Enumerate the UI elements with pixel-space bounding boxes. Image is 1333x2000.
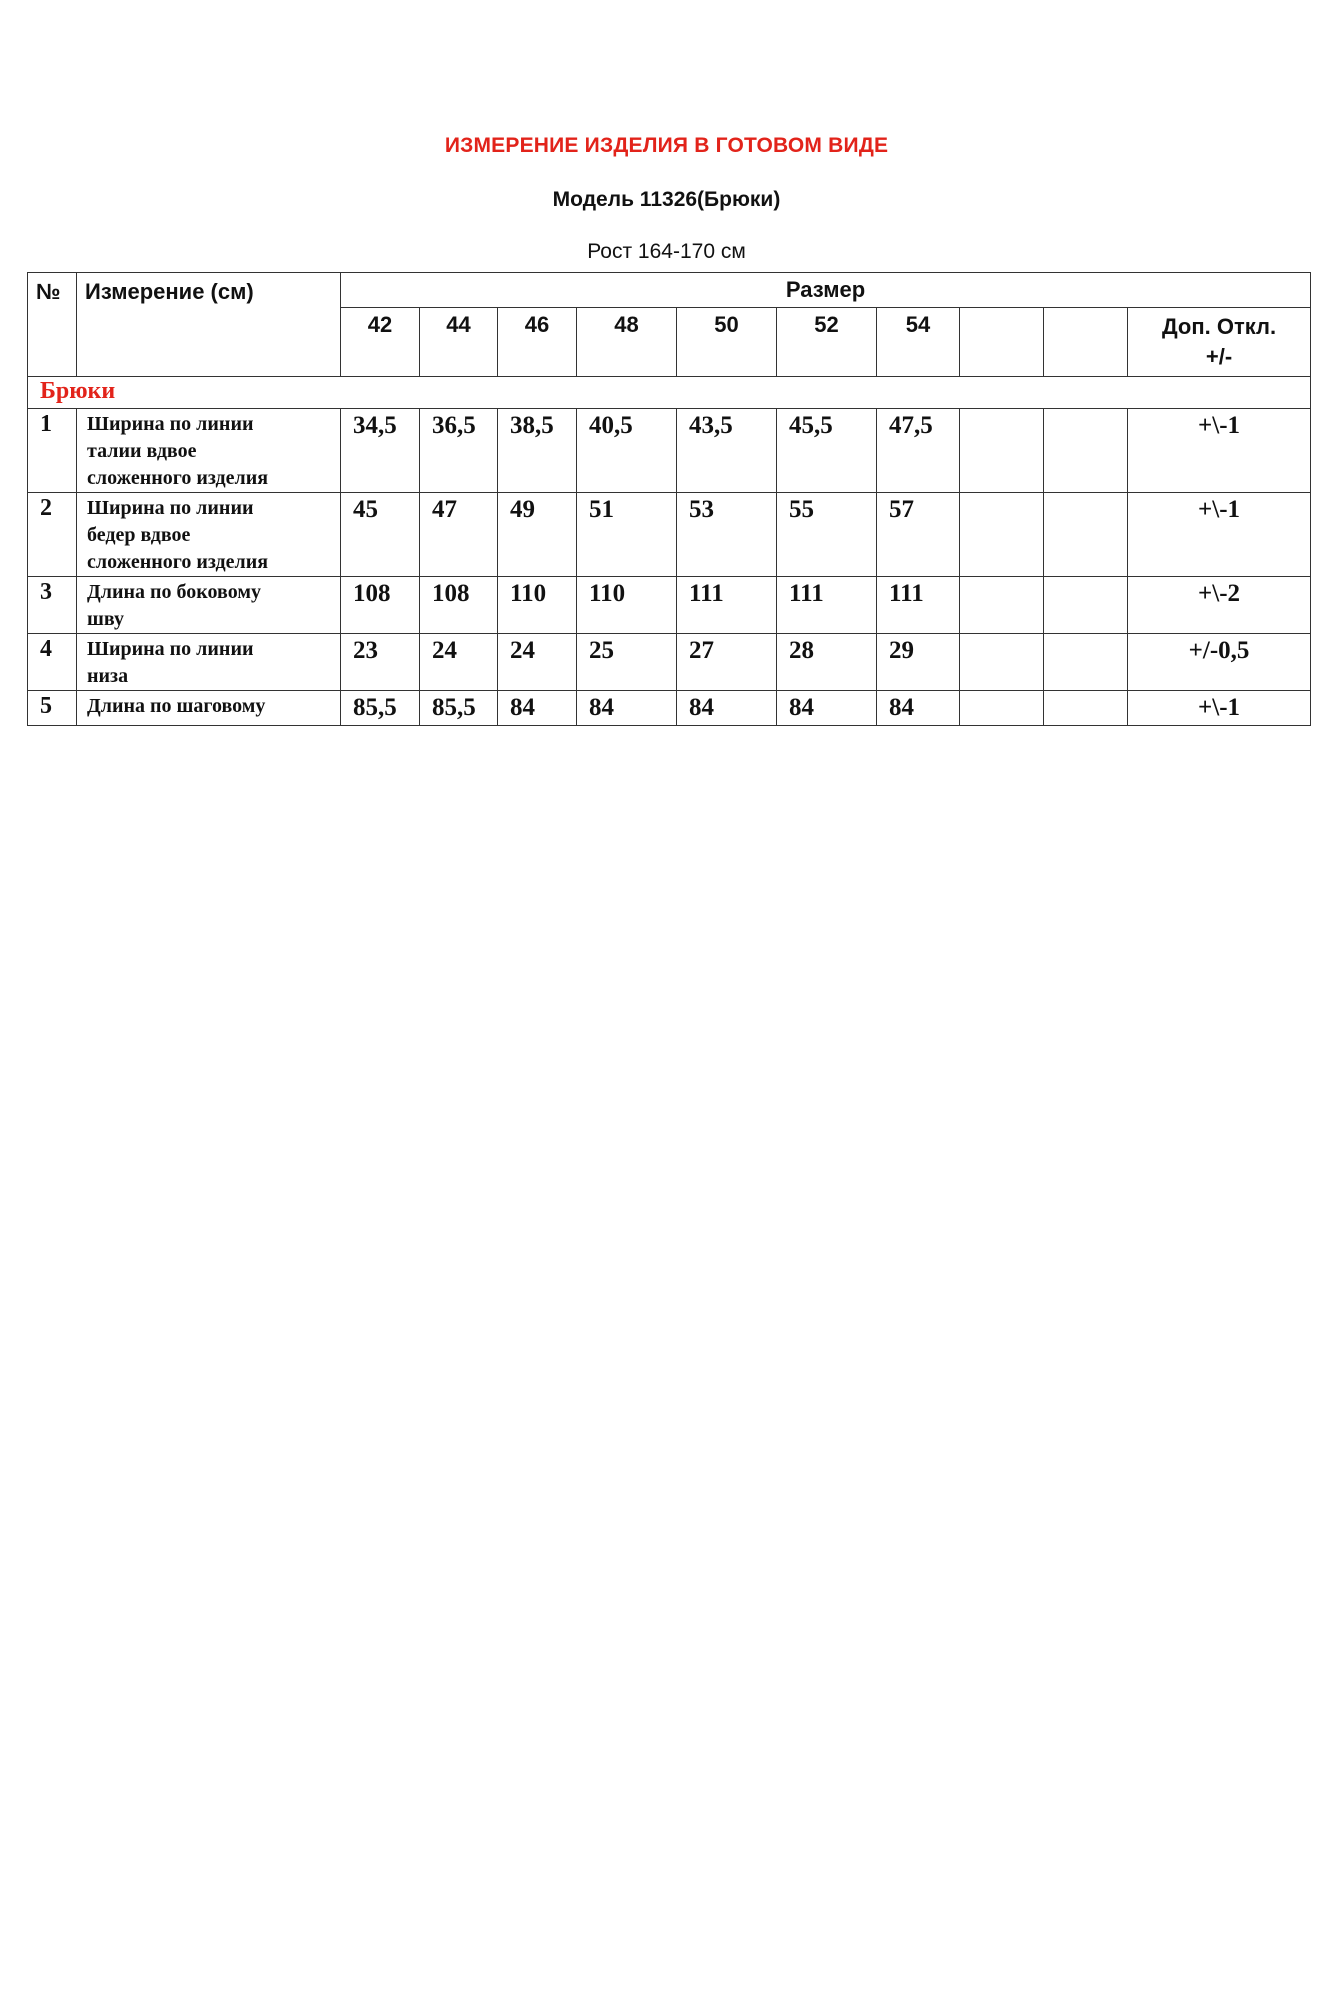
row-number: 3 [28, 577, 77, 634]
row-value: 47 [420, 493, 498, 577]
row-measurement-name: Ширина по линии низа [77, 634, 341, 691]
row-value: 47,5 [877, 409, 960, 493]
table-row [28, 409, 1311, 493]
row-value: 55 [777, 493, 877, 577]
row-number: 5 [28, 691, 77, 726]
document-title: ИЗМЕРЕНИЕ ИЗДЕЛИЯ В ГОТОВОМ ВИДЕ [444, 134, 889, 157]
table-row [28, 493, 1311, 577]
header-no: № [28, 273, 77, 377]
header-tolerance-line1: Доп. Откл. [1161, 314, 1277, 339]
model-label: Модель 11326(Брюки) [552, 188, 781, 211]
size-column-header-empty [1044, 308, 1128, 377]
row-value: 84 [677, 691, 777, 726]
row-value: 45,5 [777, 409, 877, 493]
size-column-header: 50 [677, 308, 777, 377]
row-measurement-name: Ширина по линии бедер вдвое сложенного изделия [77, 493, 341, 577]
size-column-header-empty [960, 308, 1044, 377]
row-value-empty [960, 577, 1044, 634]
table-header-row [28, 273, 1311, 308]
section-row [28, 377, 1311, 409]
header-size: Размер [341, 273, 1311, 308]
row-tolerance: +\-1 [1128, 493, 1311, 577]
size-column-header: 52 [777, 308, 877, 377]
row-value: 111 [877, 577, 960, 634]
row-value-empty [960, 691, 1044, 726]
row-value: 51 [577, 493, 677, 577]
row-value: 111 [677, 577, 777, 634]
row-value: 27 [677, 634, 777, 691]
row-value: 49 [498, 493, 577, 577]
row-number: 2 [28, 493, 77, 577]
row-value: 40,5 [577, 409, 677, 493]
row-measurement-name: Длина по боковому шву [77, 577, 341, 634]
size-column-header: 46 [498, 308, 577, 377]
row-value: 85,5 [341, 691, 420, 726]
row-measurement-name: Длина по шаговому [77, 691, 341, 726]
row-value: 110 [498, 577, 577, 634]
size-column-header: 48 [577, 308, 677, 377]
row-value: 34,5 [341, 409, 420, 493]
row-measurement-name: Ширина по линии талии вдвое сложенного изделия [77, 409, 341, 493]
row-value: 24 [498, 634, 577, 691]
table-row [28, 634, 1311, 691]
row-value: 110 [577, 577, 677, 634]
header-measurement: Измерение (см) [77, 273, 341, 377]
row-value: 24 [420, 634, 498, 691]
row-value-empty [1044, 493, 1128, 577]
size-column-header: 42 [341, 308, 420, 377]
row-value: 28 [777, 634, 877, 691]
row-value: 84 [498, 691, 577, 726]
row-value: 53 [677, 493, 777, 577]
row-value: 38,5 [498, 409, 577, 493]
row-value-empty [1044, 577, 1128, 634]
row-value-empty [1044, 409, 1128, 493]
row-value: 45 [341, 493, 420, 577]
row-number: 4 [28, 634, 77, 691]
row-value-empty [960, 409, 1044, 493]
row-value: 84 [877, 691, 960, 726]
row-value: 84 [777, 691, 877, 726]
header-tolerance-line2: +/- [1205, 344, 1233, 369]
size-column-header: 54 [877, 308, 960, 377]
row-value: 25 [577, 634, 677, 691]
row-value: 23 [341, 634, 420, 691]
table-row [28, 691, 1311, 726]
header-tolerance [1128, 308, 1311, 377]
row-value-empty [960, 493, 1044, 577]
row-value-empty [1044, 634, 1128, 691]
row-value-empty [1044, 691, 1128, 726]
height-label: Рост 164-170 см [587, 240, 746, 263]
section-title: Брюки [28, 377, 1311, 409]
row-value: 108 [341, 577, 420, 634]
row-value: 108 [420, 577, 498, 634]
row-tolerance: +\-2 [1128, 577, 1311, 634]
row-tolerance: +\-1 [1128, 691, 1311, 726]
row-value: 85,5 [420, 691, 498, 726]
row-value: 111 [777, 577, 877, 634]
row-value: 43,5 [677, 409, 777, 493]
row-tolerance: +\-1 [1128, 409, 1311, 493]
size-column-header: 44 [420, 308, 498, 377]
row-value: 84 [577, 691, 677, 726]
row-value-empty [960, 634, 1044, 691]
table-row [28, 577, 1311, 634]
row-number: 1 [28, 409, 77, 493]
row-value: 36,5 [420, 409, 498, 493]
row-value: 29 [877, 634, 960, 691]
row-tolerance: +/-0,5 [1128, 634, 1311, 691]
measurement-table [27, 272, 1311, 726]
row-value: 57 [877, 493, 960, 577]
